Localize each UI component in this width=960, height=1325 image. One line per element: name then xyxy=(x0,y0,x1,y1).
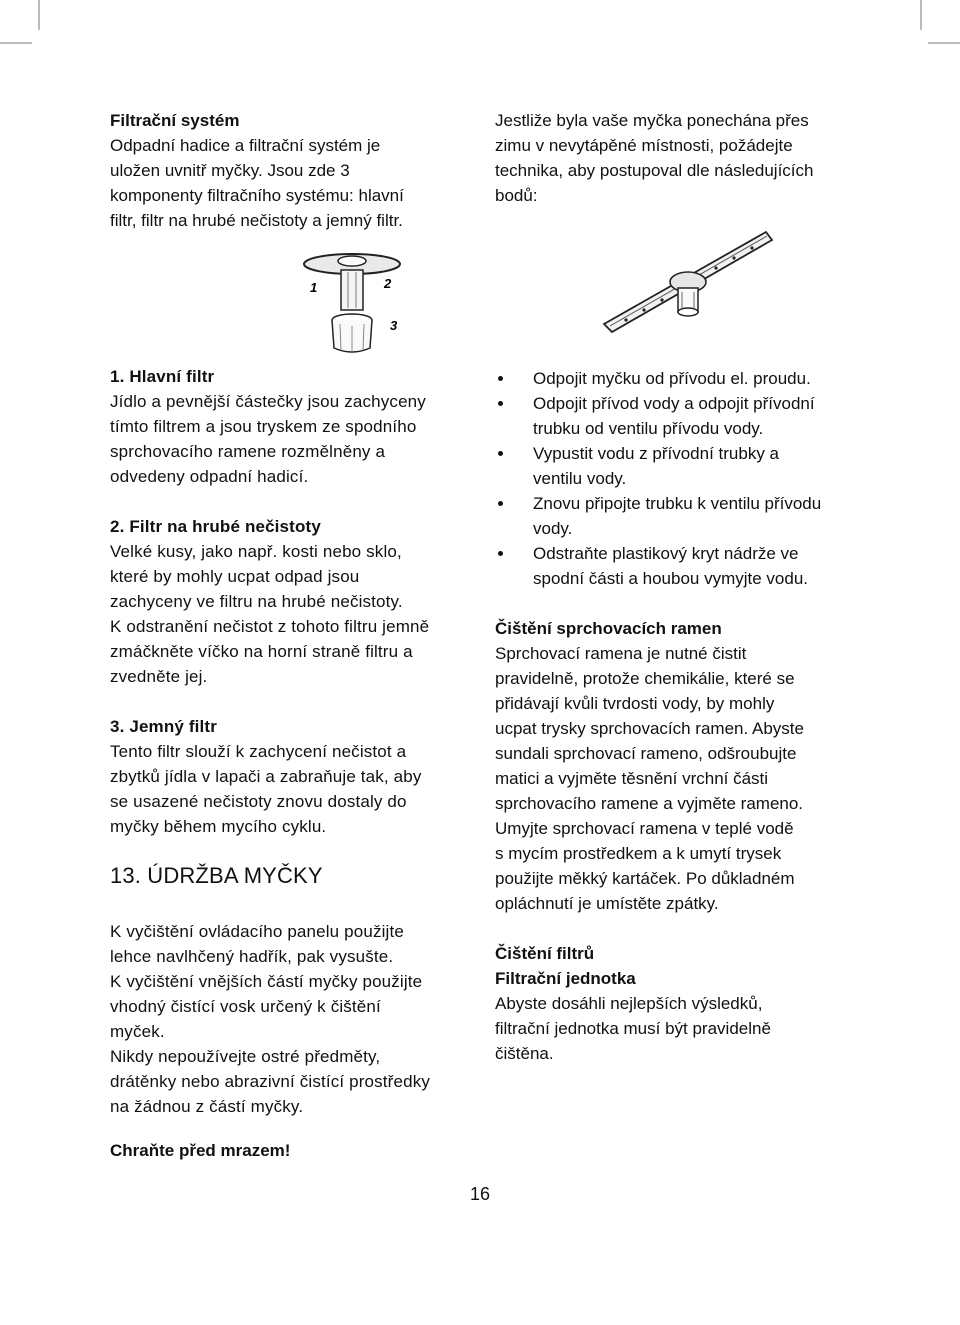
fine-filter-heading: 3. Jemný filtr xyxy=(110,717,217,736)
filter-unit-heading: Filtrační jednotka xyxy=(495,969,636,988)
frost-warning-text: Chraňte před mrazem! xyxy=(110,1141,291,1160)
filters-cleaning-heading: Čištění filtrů xyxy=(495,944,595,963)
list-item: Odpojit přívod vody a odpojit přívodní trubku od ventilu přívodu vody. xyxy=(495,391,895,441)
maintenance-text: K vyčištění ovládacího panelu použijte lehce navlhčený hadřík, pak vysušte. K vyčištění vnějších částí myčky použijte vhodný čistící vosk určený k čištění myček. Nikdy nepoužívejte ostré předměty, drátěnky nebo abrazivní čistící prostředky na žádnou z částí myčky. xyxy=(110,922,431,1116)
figure-label-3: 3 xyxy=(390,318,398,333)
spray-arms-text: Sprchovací ramena je nutné čistit pravidelně, protože chemikálie, které se přidávají kvůli tvrdosti vody, by mohly ucpat trysky sprchovacích ramen. Abyste sundali sprchovací rameno, odšroubujte matici a vyjměte těsnění vrchní části sprchovacího ramene a vyjměte rameno. Umyjte sprchovací ramena v teplé vodě s mycím prostředkem a k umytí trysek použijte měkký kartáček. Po důkladném opláchnutí je umístěte zpátky. xyxy=(495,644,804,913)
crop-mark-top-left-vertical xyxy=(38,0,40,30)
filter-unit-text: Abyste dosáhli nejlepších výsledků, filtrační jednotka musí být pravidelně čištěna. xyxy=(495,994,771,1063)
winter-steps-list xyxy=(495,366,895,591)
filtr-system-text: Odpadní hadice a filtrační systém je uložen uvnitř myčky. Jsou zde 3 komponenty filtračního systému: hlavní filtr, filtr na hrubé nečistoty a jemný filtr. xyxy=(110,136,404,230)
left-column-main xyxy=(110,364,480,1119)
crop-mark-top-left xyxy=(0,42,32,44)
list-item: Odstraňte plastikový kryt nádrže ve spodní části a houbou vymyjte vodu. xyxy=(495,541,895,591)
main-filter-heading: 1. Hlavní filtr xyxy=(110,367,215,386)
list-item: Znovu připojte trubku k ventilu přívodu vody. xyxy=(495,491,895,541)
right-column-intro xyxy=(495,108,895,208)
figure-label-1: 1 xyxy=(310,280,318,295)
coarse-filter-text: Velké kusy, jako např. kosti nebo sklo, které by mohly ucpat odpad jsou zachyceny ve filtru na hrubé nečistoty. K odstranění nečistot z tohoto filtru jemně zmáčkněte víčko na horní straně filtru a zvedněte jej. xyxy=(110,542,430,686)
frost-warning xyxy=(110,1138,510,1163)
crop-mark-top-right xyxy=(928,42,960,44)
list-item: Odpojit myčku od přívodu el. proudu. xyxy=(495,366,895,391)
page-number: 16 xyxy=(469,1184,491,1204)
filtr-system-heading: Filtrační systém xyxy=(110,111,240,130)
maintenance-section-title: 13. ÚDRŽBA MYČKY xyxy=(110,863,323,888)
filter-assembly-illustration xyxy=(296,248,408,360)
crop-mark-top-right-vertical xyxy=(920,0,922,30)
figure-label-2: 2 xyxy=(384,276,392,291)
list-item: Vypustit vodu z přívodní trubky a ventilu vody. xyxy=(495,441,895,491)
fine-filter-text: Tento filtr slouží k zachycení nečistot a zbytků jídla v lapači a zabraňuje tak, aby se usazené nečistoty znovu dostaly do myčky během mycího cyklu. xyxy=(110,742,422,836)
main-filter-text: Jídlo a pevnější částečky jsou zachyceny tímto filtrem a jsou tryskem ze spodního sprchovacího ramene rozmělněny a odvedeny odpadní hadicí. xyxy=(110,392,426,486)
winter-intro-text: Jestliže byla vaše myčka ponechána přes zimu v nevytápěné místnosti, požádejte technika, aby postupoval dle následujících bodů: xyxy=(495,111,814,205)
spray-arms-heading: Čištění sprchovacích ramen xyxy=(495,619,722,638)
left-column-intro xyxy=(110,108,460,233)
coarse-filter-heading: 2. Filtr na hrubé nečistoty xyxy=(110,517,321,536)
spray-arm-illustration xyxy=(596,224,776,336)
right-column-main xyxy=(495,366,895,1066)
